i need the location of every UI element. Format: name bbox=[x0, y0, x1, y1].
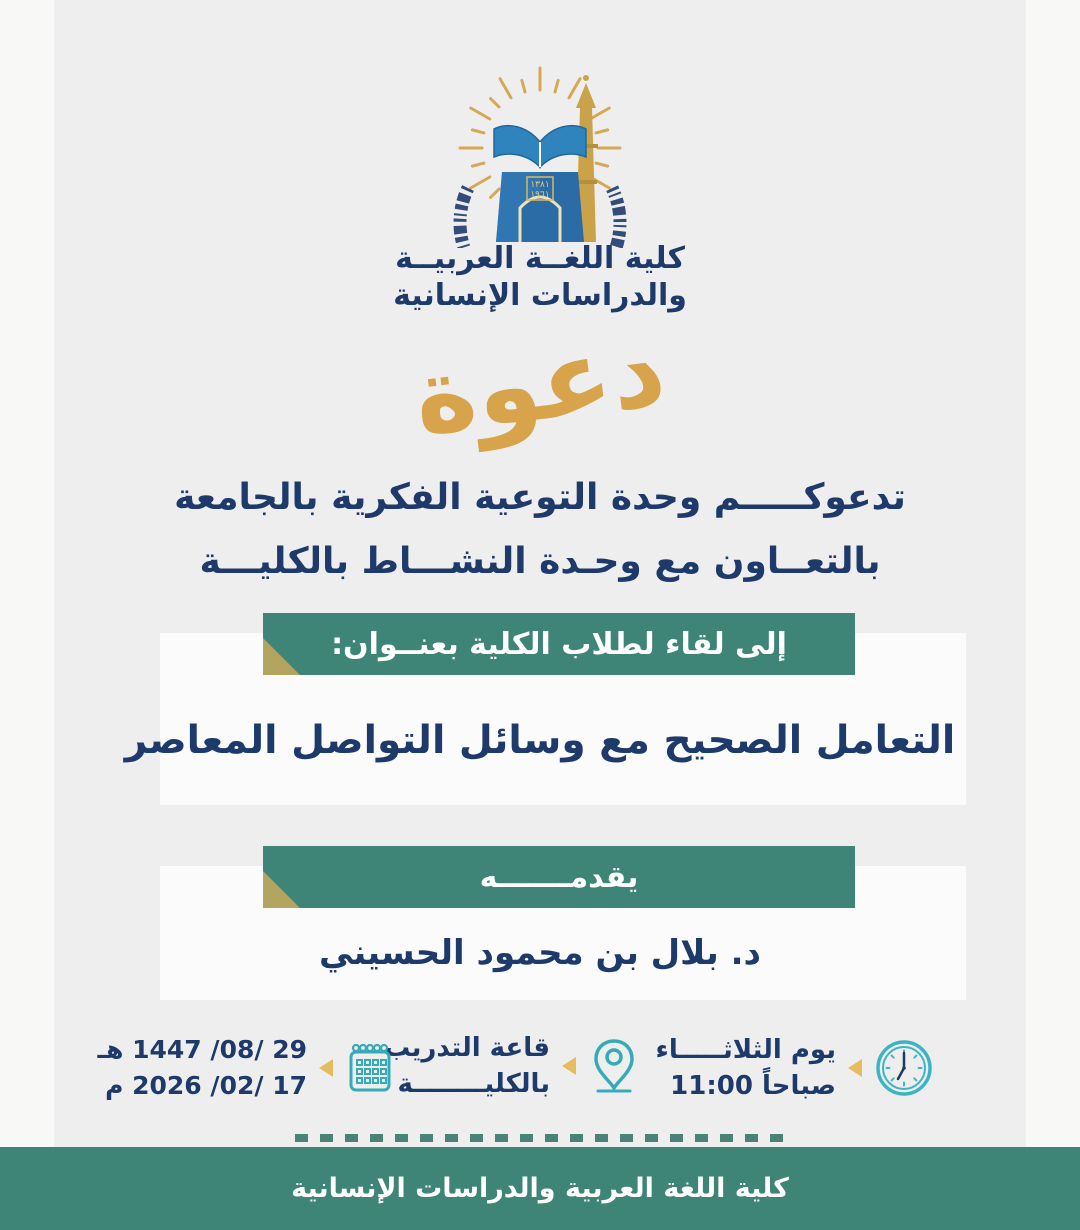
presenter-name: د. بلال بن محمود الحسيني bbox=[319, 933, 761, 973]
invitation-intro bbox=[0, 466, 1080, 594]
audience-banner-label: إلى لقاء لطلاب الكلية بعنــوان: bbox=[331, 626, 787, 662]
audience-banner bbox=[263, 613, 855, 675]
event-time: صباحاً 11:00 bbox=[670, 1071, 836, 1101]
gold-pointer-icon bbox=[562, 1057, 576, 1075]
invitation-word: دعوة bbox=[407, 307, 672, 459]
event-day: يوم الثلاثـــــاء bbox=[655, 1035, 836, 1065]
banner-fold-triangle bbox=[263, 638, 300, 675]
intro-line1: تدعوكـــــم وحدة التوعية الفكرية بالجامعة bbox=[174, 477, 906, 518]
gold-pointer-icon bbox=[848, 1059, 862, 1077]
logo-year-hijri: ١٣٨١ bbox=[530, 180, 550, 190]
gold-pointer-icon bbox=[319, 1059, 333, 1077]
logo-open-book-icon bbox=[494, 126, 586, 167]
invitation-calligraphy bbox=[0, 307, 1080, 471]
footer-band bbox=[0, 1147, 1080, 1230]
location-line1: قاعة التدريب bbox=[384, 1033, 550, 1063]
footer-decorative-dashes bbox=[295, 1134, 789, 1142]
time-detail bbox=[656, 1032, 934, 1104]
intro-line2: بالتعــاون مع وحـدة النشـــاط بالكليـــة bbox=[199, 541, 881, 582]
date-detail bbox=[98, 1032, 395, 1104]
calendar-icon bbox=[345, 1040, 395, 1096]
presented-by-banner bbox=[263, 846, 855, 908]
location-pin-icon bbox=[588, 1035, 640, 1097]
location-line2: بالكليــــــــة bbox=[397, 1069, 550, 1099]
location-detail bbox=[384, 1030, 640, 1102]
presented-by-banner-label: يقدمـــــــه bbox=[479, 859, 639, 895]
banner-fold-triangle bbox=[263, 871, 300, 908]
lecture-title: التعامل الصحيح مع وسائل التواصل المعاصر bbox=[124, 718, 956, 763]
date-gregorian: 17 /02/ 2026 م bbox=[105, 1071, 307, 1100]
logo-gate-icon bbox=[496, 172, 584, 242]
logo-year-greg: ١٩٦١ bbox=[530, 190, 550, 200]
college-name-line1: كلية اللغــة العربيــة bbox=[395, 241, 685, 276]
college-name-line2: والدراسات الإنسانية bbox=[393, 278, 687, 313]
footer-college-name: كلية اللغة العربية والدراسات الإنسانية bbox=[291, 1173, 789, 1204]
clock-icon bbox=[874, 1038, 934, 1098]
university-logo bbox=[430, 56, 650, 248]
college-name bbox=[0, 240, 1080, 314]
date-hijri: 29 /08/ 1447 هـ bbox=[97, 1035, 307, 1064]
